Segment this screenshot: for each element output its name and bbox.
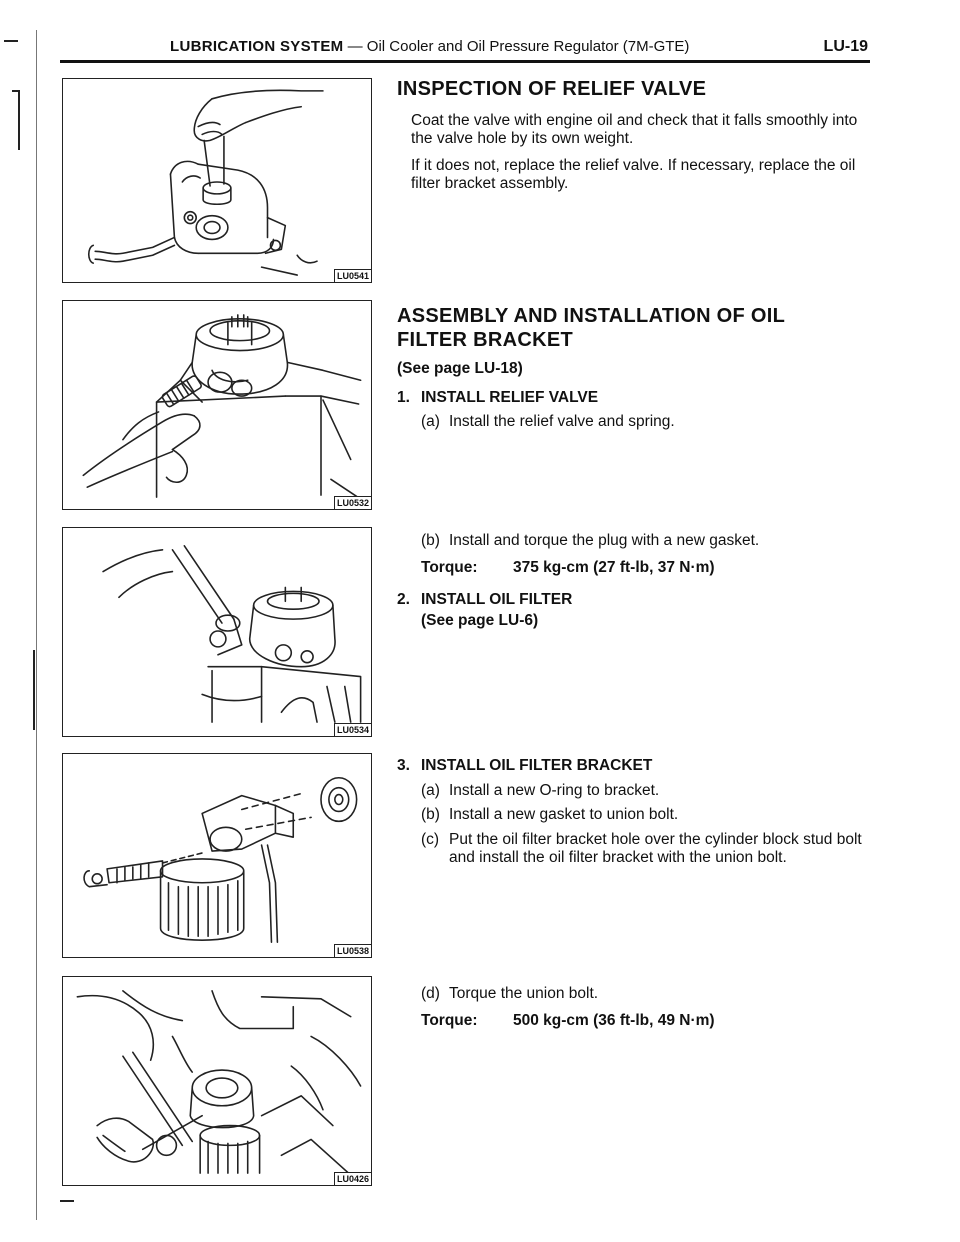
list-item [397,985,877,1004]
figure-torque-union-bolt [62,976,372,1186]
item-text: Put the oil filter bracket hole over the cylinder block stud bolt and install the oil filter bracket with the union bolt. [449,830,862,867]
item-label: (b) [421,532,440,549]
item-text: Torque the union bolt. [449,985,599,1002]
item-text: Install a new O-ring to bracket. [449,781,660,799]
assembly-section [397,305,877,432]
item-label: (c) [421,830,440,848]
item-label: (b) [421,806,440,824]
step-heading [397,757,877,776]
step-title: INSTALL RELIEF VALVE [421,388,599,406]
section-title-line: ASSEMBLY AND INSTALLATION OF OIL [397,305,786,327]
torque-spec [397,559,877,578]
torque-label: Torque: [421,1011,478,1029]
margin-mark [60,1200,74,1202]
figure-install-relief-valve [62,300,372,510]
item-text: Install the relief valve and spring. [449,413,675,431]
torque-value: 500 kg-cm (36 ft-lb, 49 N·m) [513,1011,715,1029]
page-number: LU-19 [823,38,868,55]
list-item [397,413,877,432]
list-item [397,782,877,801]
step-title: INSTALL OIL FILTER [421,591,573,609]
figure-illustration [63,528,371,736]
figure-illustration [63,301,371,509]
step-number: 1. [397,388,410,406]
step-heading [397,389,877,408]
assembly-section-torque [397,985,877,1030]
header-rule [60,60,870,63]
figure-id: LU0541 [334,269,371,282]
figure-id: LU0534 [334,723,371,736]
figure-oil-filter-bracket [62,753,372,958]
figure-illustration [63,977,371,1185]
binding-line [36,30,37,1220]
section-title: INSPECTION OF RELIEF VALVE [397,78,707,100]
list-item [397,806,877,825]
header-section: LUBRICATION SYSTEM [170,38,344,55]
inspection-section [397,78,877,194]
figure-illustration [63,754,371,957]
paragraph: If it does not, replace the relief valve. If necessary, replace the oil filter bracket assembly. [411,156,856,193]
item-label: (d) [421,985,440,1002]
figure-torque-plug [62,527,372,737]
figure-relief-valve-inspection [62,78,372,283]
item-label: (a) [421,413,440,431]
page-header [170,38,870,62]
step-number: 2. [397,591,410,609]
margin-mark [4,40,18,42]
margin-mark [12,90,20,92]
page-reference: (See page LU-6) [421,611,539,629]
torque-spec [397,1012,877,1031]
header-subtitle: — Oil Cooler and Oil Pressure Regulator (7M-GTE) [347,38,690,55]
item-label: (a) [421,781,440,799]
figure-id: LU0532 [334,496,371,509]
list-item [397,831,877,868]
assembly-section-continued [397,532,877,630]
margin-mark [18,90,20,150]
figure-id: LU0426 [334,1172,371,1185]
section-title-line: FILTER BRACKET [397,328,574,351]
item-text: Install a new gasket to union bolt. [449,806,679,824]
step-heading [397,591,877,610]
torque-label: Torque: [421,558,478,576]
step-number: 3. [397,757,410,774]
paragraph: Coat the valve with engine oil and check that it falls smoothly into the valve hole by its own weight. [411,111,858,148]
item-text: Install and torque the plug with a new gasket. [449,532,760,549]
list-item [397,532,877,551]
torque-value: 375 kg-cm (27 ft-lb, 37 N·m) [513,558,715,576]
page-reference: (See page LU-18) [397,360,523,378]
figure-id: LU0538 [334,944,371,957]
margin-mark [33,650,35,730]
step-title: INSTALL OIL FILTER BRACKET [421,757,653,774]
figure-illustration [63,79,371,282]
assembly-section-step3 [397,757,877,868]
